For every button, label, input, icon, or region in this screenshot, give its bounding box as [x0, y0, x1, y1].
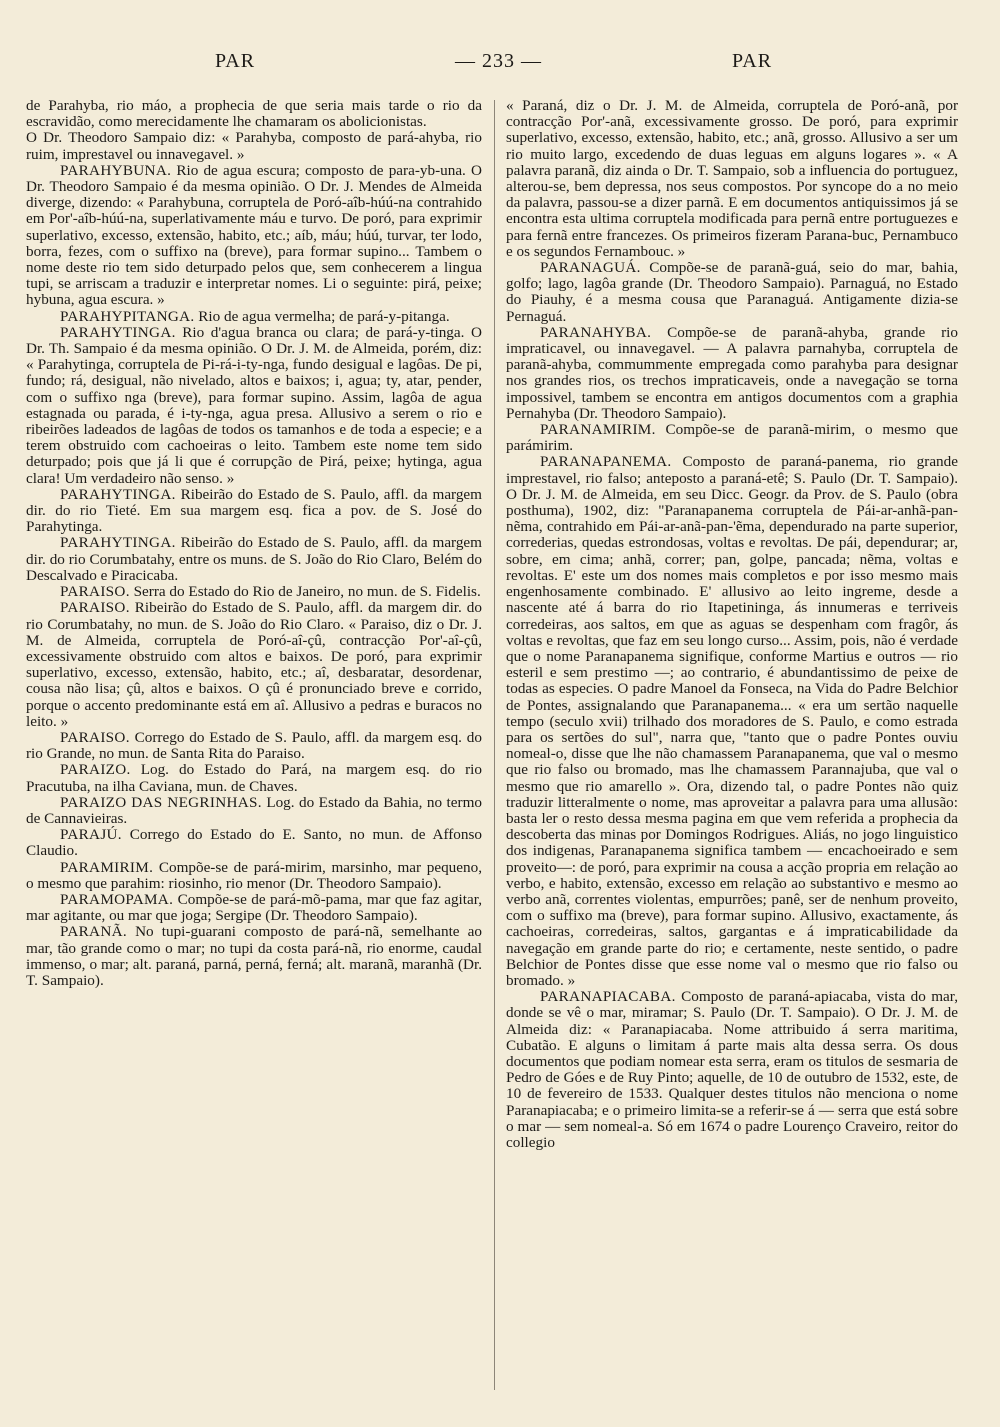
dictionary-entry — [26, 600, 482, 730]
entry-headword: PARAISO. — [60, 599, 130, 617]
entry-text: Composto de paraná-panema, rio grande imprestavel, rio falso; anteposto a paraná-etê; S. Paulo (Dr. T. Sampaio). O Dr. J. M. de Almeida, em seu Dicc. Geogr. da Prov. de S. Paulo (obra posthuma), 1902, diz: "Paranapanema corruptela de Pái-ar-anhã-pan-nẽma, contrahido em Pái-ar-anã-pan-'ẽma, dependurado na parte superior, correderias, quedas estrondosas, voltas e revoltas. De pái, dependurar; ar, sobre, em cima; anhã, correr; pan, golpe, pancada; nẽma, voltas e revoltas. E' este um dos nomes mais completos e por isso mesmo mais engenhosamente combinado. E' allusivo ao leito ingreme, desde a nascente até á barra do rio Itapetininga, ás innumeras e terriveis corredeiras, aos saltos, em que as aguas se despenham com fragôr, ás voltas e revoltas, que faz em seu longo curso... Assim, pois, não é verdade que o nome Paranapanema signifique, conforme Martius e outros — rio esteril e sem prestimo —; ao contrario, é abundantissimo de peixe de todas as especies. O padre Manoel da Fonseca, na Vida do Padre Belchior de Pontes, assignalando que Paranapanema... « era um sertão naquelle tempo (seculo xvii) trilhado dos moradores de S. Paulo, e como estrada para os sertões do sul", narra que, "tanto que o padre Pontes ouviu nomeal-o, disse que lhe não chamassem Paranapanema, que val o mesmo que rio falso ou bromado, mas lhe chamassem Parannajuba, que val o mesmo que rio amarello ». Ora, dizendo tal, o padre Pontes não quiz traduzir litteralmente o nome, mas aproveitar a palavra para uma allusão: basta ler o resto dessa mesma pagina em que vem referida a prophecia da descoberta das minas por Domingos Rodrigues. Aliás, no jogo linguistico dos indigenas, Paranapanema significa tambem — encachoeirado e sem proveito—: de poró, para exprimir na cousa a acção propria em relação ao verbo, e habito, extensão, excesso em relação ao substantivo e mesmo ao verbo anã, correntes violentas, empurrões; panê, ser de nenhum proveito, com o suffixo ma (breve), para formar supino. Allusivo, exactamente, ás cachoeiras, corredeiras, saltos, gargantas e á impraticabilidade da navegação em grande parte do rio; e certamente, neste sentido, o padre Belchior de Pontes disse que esse nome val o mesmo que rio falso ou bromado. » — [506, 453, 958, 989]
entry-headword: PARAISO. — [60, 728, 130, 746]
dictionary-entry — [26, 892, 482, 924]
dictionary-entry — [26, 860, 482, 892]
entry-headword: PARAIZO. — [60, 761, 131, 779]
entry-text: Serra do Estado do Rio de Janeiro, no mun. de S. Fidelis. — [129, 583, 481, 601]
entry-text: Log. do Estado da Bahia, no termo de Cannavieiras. — [26, 793, 482, 827]
entry-headword: PARAISO. — [60, 583, 130, 601]
entry-headword: PARANAPANEMA. — [540, 453, 672, 471]
entry-text: Ribeirão do Estado de S. Paulo, affl. da margem dir. do rio Corumbatahy, entre os muns. de S. João do Rio Claro, Belém do Descalvado e Piracicaba. — [26, 534, 482, 584]
entry-text: Compõe-se de paranã-guá, seio do mar, bahia, golfo; lago, lagôa grande (Dr. Theodoro Sampaio). Parnaguá, no Estado do Piauhy, é a mesma cousa que Paranaguá. Antigamente dizia-se Pernaguá. — [506, 259, 958, 325]
dictionary-entry — [26, 730, 482, 762]
entry-headword: PARANAMIRIM. — [540, 421, 656, 439]
page-number: — 233 — — [455, 50, 542, 72]
entry-text: de Parahyba, rio máo, a prophecia de que seria mais tarde o rio da escravidão, como merecidamente lhe chamaram os abolicionistas. O Dr. Theodoro Sampaio diz: « Parahyba, composto de pará-ahyba, rio ruim, imprestavel ou innavegavel. » — [26, 97, 482, 163]
entry-text: « Paraná, diz o Dr. J. M. de Almeida, corruptela de Poró-anã, por contracção Por'-anã, excessivamente grosso. De poró, para exprimir superlativo, excesso, extensão, habito, etc.; anã, grosso. Allusivo a ser um rio muito largo, excedendo de duas leguas em alguns logares ». « A palavra paranã, diz ainda o Dr. T. Sampaio, sob a influencia do portuguez, alterou-se, bem depressa, nos seus compostos. Por syncope do a no meio da palavra, passou-se a dizer parnã. E em documentos antiquissimos já se encontra esta ultima corruptela modificada para pernã entre portuguezes e para fernã entre francezes. Os primeiros fizeram Parana-buc, Pernambuco e os segundos Fernambouc. » — [506, 97, 958, 260]
column-divider — [494, 100, 495, 1390]
entry-text: Rio d'agua branca ou clara; de pará-y-tinga. O Dr. Th. Sampaio é da mesma opinião. O Dr. J. M. de Almeida, porém, diz: « Parahytinga, corruptela de Pi-rá-i-ty-nga, fundo desigual e lagôas. De pi, fundo; rá, desigual, não nivelado, altos e baixos; i, agua; ty, atar, pender, com o suffixo nga (breve), para formar supino. Assim, lagôa de agua estagnada ou parada, é i-ty-nga, agua presa. Allusivo a serem o rio e ribeirões ladeados de lagôas de todos os tamanhos e de toda a especie; e a terem obstruido com cachoeiras o leito. Tambem este nome tem sido deturpado; pois que já li que é corrupção de Pirá, peixe; hytinga, agua clara! Um verdadeiro não senso. » — [26, 323, 482, 487]
dictionary-entry — [26, 98, 482, 163]
running-head-right: PAR — [732, 50, 773, 72]
entry-headword: PARAHYPITANGA. — [60, 307, 195, 325]
entry-headword: PARANAHYBA. — [540, 323, 652, 341]
entry-headword: PARAJÚ. — [60, 826, 122, 844]
dictionary-entry — [506, 989, 958, 1151]
entry-text: Compõe-se de paranã-ahyba, grande rio impraticavel, ou innavegavel. — A palavra parnahyba, corruptela de paranã-ahyba, commummente empregada como parahyba para designar nos grandes rios, os trechos impraticaveis, onde a navegação se torna impossivel, tambem se encontra em antigos documentos com a graphia Pernahyba (Dr. Theodoro Sampaio). — [506, 323, 958, 422]
entry-text: Corrego do Estado de S. Paulo, affl. da margem esq. do rio Grande, no mun. de Santa Rita do Paraiso. — [26, 728, 482, 763]
dictionary-entry — [26, 762, 482, 794]
entry-text: Compõe-se de pará-mõ-pama, mar que faz agitar, mar agitante, ou mar que joga; Sergipe (Dr. Theodoro Sampaio). — [26, 890, 482, 925]
entry-headword: PARANAPIACABA. — [540, 988, 676, 1006]
dictionary-entry — [26, 924, 482, 989]
entry-text: Log. do Estado do Pará, na margem esq. do rio Pracutuba, na ilha Caviana, mun. de Chaves. — [26, 761, 482, 795]
entry-text: Ribeirão do Estado de S. Paulo, affl. da margem dir. do rio Tieté. Em sua margem esq. fica a pov. de S. José do Parahytinga. — [26, 485, 482, 536]
entry-headword: PARANÃ. — [60, 923, 127, 941]
entry-text: Rio de agua escura; composto de para-yb-una. O Dr. Theodoro Sampaio é da mesma opinião. O Dr. J. Mendes de Almeida diverge, dizendo: « Parahybuna, corruptela de Poró-aîb-húú-na contrahido em Por'-aîb-húú-na, superlativamente máu e turvo. De poró, para exprimir superlativo, excesso, extensão, habito, etc.; aíb, máu; húú, turvar, ter lodo, borra, fezes, com o suffixo na (breve), para formar supino... Tambem o nome deste rio tem sido deturpado pelos que, sem conhecerem a lingua tupi, se arriscam a traduzir e interpretar nomes. Li o seguinte: pirá, peixe; hybuna, agua escura. » — [26, 161, 482, 309]
entry-text: No tupi-guarani composto de pará-nã, semelhante ao mar, tão grande como o mar; no tupi da costa pará-nã, rio enorme, caudal immenso, o mar; alt. paraná, parná, perná, ferná; alt. maranã, maranhã (Dr. T. Sampaio). — [26, 923, 482, 989]
dictionary-entry — [26, 325, 482, 487]
dictionary-entry — [26, 309, 482, 325]
entry-headword: PARAIZO DAS NEGRINHAS. — [60, 793, 262, 811]
dictionary-entry — [26, 827, 482, 859]
entry-headword: PARANAGUÁ. — [540, 259, 641, 277]
entry-headword: PARAHYBUNA. — [60, 161, 172, 179]
entry-headword: PARAMIRIM. — [60, 858, 154, 876]
dictionary-entry — [506, 325, 958, 422]
entry-headword: PARAHYTINGA. — [60, 534, 176, 552]
dictionary-entry — [26, 163, 482, 309]
entry-text: Ribeirão do Estado de S. Paulo, affl. da margem dir. do rio Corumbatahy, no mun. de S. João do Rio Claro. « Paraiso, diz o Dr. J. M. de Almeida, corruptela de Poró-aî-çû, contracção Por'-aî-çû, excessivamente obstruido com altos e baixos. De poró, para exprimir superlativo, excesso, extensão, habito, etc.; aî, desbaratar, desordenar, cousa não lisa; çû, altos e baixos. O çû é pronunciado breve e corrido, porque o accento predominante está em aî. Allusivo a pedras e buracos no leito. » — [26, 599, 482, 730]
entry-text: Composto de paraná-apiacaba, vista do mar, donde se vê o mar, miramar; S. Paulo (Dr. T. Sampaio). O Dr. J. M. de Almeida diz: « Paranapiacaba. Nome attribuido á serra maritima, Cubatão. E alguns o limitam á parte mais alta dessa serra. Os dous documentos que podiam nomear esta serra, eram os titulos de sesmaria de Pedro de Góes e de Ruy Pinto; aquelle, de 10 de outubro de 1532, este, de 10 de fevereiro de 1533. Qualquer destes titulos não menciona o nome Paranapiacaba; e o primeiro limita-se a referir-se á — serra que está sobre o mar — sem nomeal-a. Só em 1674 o padre Lourenço Craveiro, reitor do collegio — [506, 988, 958, 1151]
dictionary-entry — [506, 454, 958, 989]
dictionary-entry — [506, 260, 958, 325]
entry-text: Compõe-se de pará-mirim, marsinho, mar pequeno, o mesmo que parahim: riosinho, rio menor (Dr. Theodoro Sampaio). — [26, 858, 482, 892]
entry-headword: PARAHYTINGA. — [60, 323, 176, 341]
dictionary-entry — [26, 584, 482, 600]
left-column — [26, 98, 482, 989]
entry-headword: PARAMOPAMA. — [60, 890, 174, 908]
entry-text: Rio de agua vermelha; de pará-y-pitanga. — [194, 307, 450, 325]
page-header — [0, 50, 1000, 86]
dictionary-entry — [26, 487, 482, 536]
right-column — [506, 98, 958, 1151]
entry-text: Compõe-se de paranã-mirim, o mesmo que parámirim. — [506, 421, 958, 455]
dictionary-entry — [26, 535, 482, 584]
dictionary-entry — [506, 98, 958, 260]
dictionary-entry — [26, 795, 482, 827]
entry-text: Corrego do Estado do E. Santo, no mun. de Affonso Claudio. — [26, 826, 482, 860]
entry-headword: PARAHYTINGA. — [60, 485, 176, 503]
dictionary-entry — [506, 422, 958, 454]
running-head-left: PAR — [215, 50, 256, 72]
